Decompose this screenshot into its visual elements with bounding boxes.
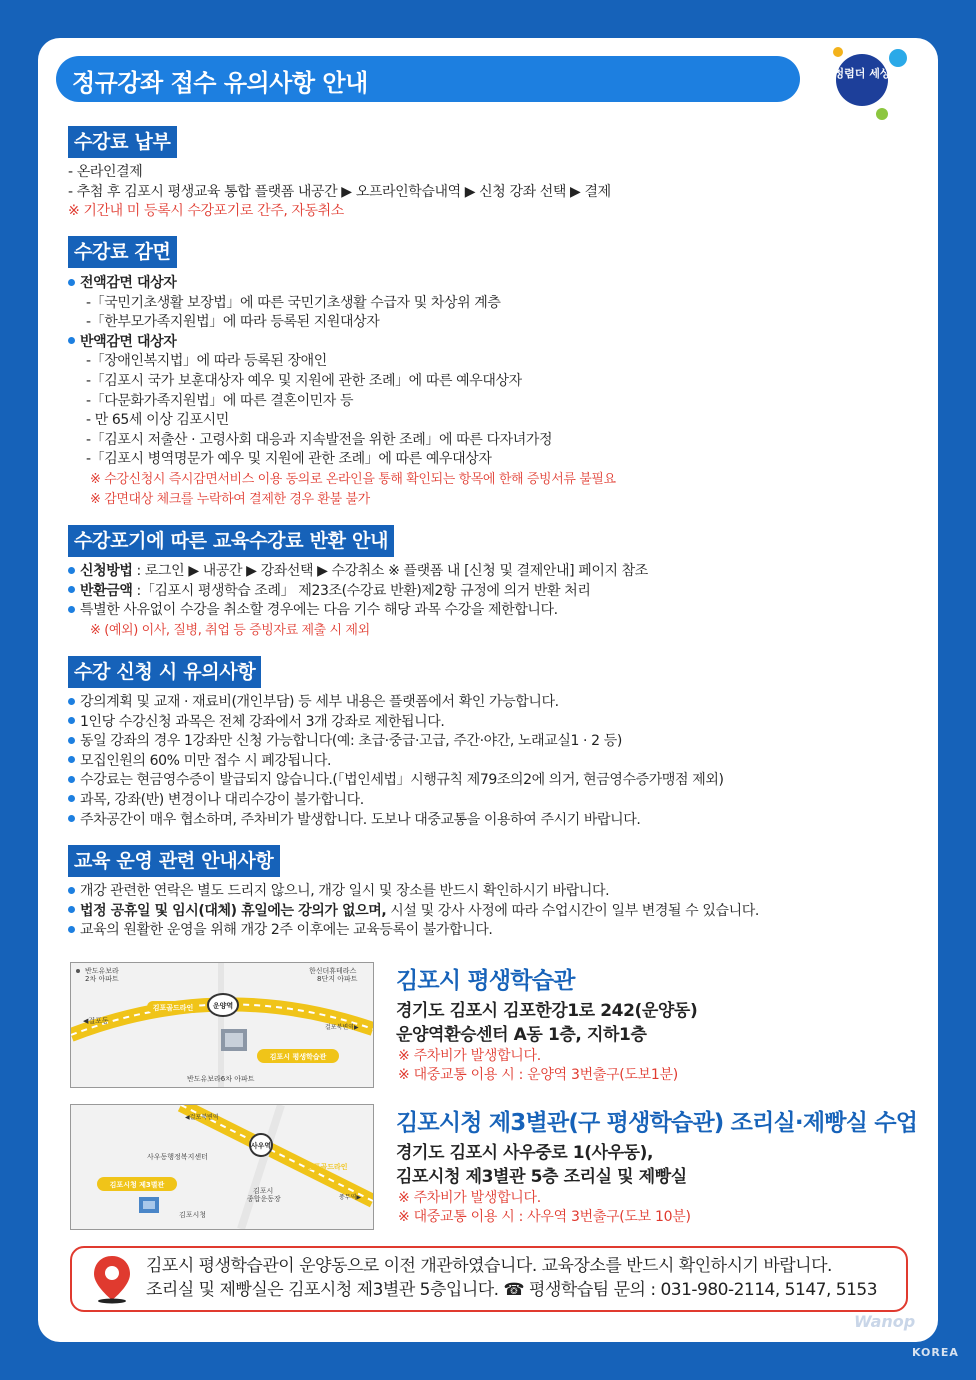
fee-payment-note: ※ 기간내 미 등록시 수강포기로 간주, 자동취소 <box>68 203 344 220</box>
caution-item: 강의계획 및 교재 · 재료비(개인부담) 등 세부 내용은 플랫폼에서 확인 가능합니다. <box>68 693 724 713</box>
svg-text:김포시청: 김포시청 <box>179 1211 207 1219</box>
svg-text:김포골드라인: 김포골드라인 <box>152 1004 194 1012</box>
bullet-dot <box>68 337 75 344</box>
half-discount-item: -「다문화가족지원법」에 따른 결혼이민자 등 <box>86 392 354 409</box>
integrity-logo <box>826 44 910 120</box>
svg-text:김포시청 제3별관: 김포시청 제3별관 <box>109 1181 165 1189</box>
discount-note: ※ 수강신청시 즉시감면서비스 이용 동의로 온라인을 통해 확인되는 항목에 한해 증빙서류 불필요 <box>90 471 616 487</box>
location-address-2: 경기도 김포시 사우중로 1(사우동), 김포시청 제3별관 5층 조리실 및 제빵실 <box>396 1143 687 1187</box>
svg-text:사우동행정복지센터: 사우동행정복지센터 <box>147 1153 208 1161</box>
location-notes-1: ※ 주차비가 발생합니다. ※ 대중교통 이용 시 : 운양역 3번출구(도보1분) <box>398 1048 678 1083</box>
refund-restrict: 특별한 사유없이 수강을 취소할 경우에는 다음 기수 해당 과목 수강을 제한합니다. <box>68 601 648 621</box>
svg-text:한신더휴테라스: 한신더휴테라스 <box>309 967 357 975</box>
svg-text:김포시: 김포시 <box>253 1187 274 1195</box>
operation-item: 개강 관련한 연락은 별도 드리지 않으니, 개강 일시 및 장소를 반드시 확인하시기 바랍니다. <box>68 882 759 902</box>
bullet-dot <box>68 887 75 894</box>
watermark-country: KOREA <box>912 1346 959 1359</box>
caution-item: 동일 강좌의 경우 1강좌만 신청 가능합니다(예: 초급·중급·고급, 주간·야간, 노래교실1 · 2 등) <box>68 732 724 752</box>
fee-payment-line: - 추첨 후 김포시 평생교육 통합 플랫폼 내공간 ▶ 오프라인학습내역 ▶ 신청 강좌 선택 ▶ 결제 <box>68 183 611 200</box>
fee-payment-list <box>68 163 611 222</box>
half-discount-item: - 만 65세 이상 김포시민 <box>86 412 229 429</box>
caution-item: 수강료는 현금영수증이 발급되지 않습니다.(「법인세법」시행규칙 제79조의2에 의거, 현금영수증가맹점 제외) <box>68 771 724 791</box>
refund-list <box>68 562 648 640</box>
location-pin-icon <box>90 1254 134 1304</box>
svg-text:걸포북변역▶: 걸포북변역▶ <box>325 1024 359 1031</box>
page-title: 정규강좌 접수 유의사항 안내 <box>72 69 368 97</box>
refund-amount: 반환금액 :「김포시 평생학습 조례」 제23조(수강료 반환)제2항 규정에 의거 반환 처리 <box>68 582 648 602</box>
half-discount-item: -「김포시 국가 보훈대상자 예우 및 지원에 관한 조례」에 따른 예우대상자 <box>86 372 522 389</box>
bullet-dot <box>68 926 75 933</box>
bullet-dot <box>68 906 75 913</box>
bullet-dot <box>68 776 75 783</box>
bullet-dot <box>68 698 75 705</box>
full-discount-item: -「한부모가족지원법」에 따라 등록된 지원대상자 <box>86 314 380 331</box>
operation-item: 교육의 원활한 운영을 위해 개강 2주 이후에는 교육등록이 불가합니다. <box>68 921 759 941</box>
fee-payment-line: - 온라인결제 <box>68 164 143 180</box>
svg-text:반도유보라: 반도유보라 <box>85 967 119 975</box>
section-title-fee-payment: 수강료 납부 <box>68 126 177 158</box>
svg-text:김포골드라인: 김포골드라인 <box>307 1163 348 1171</box>
bullet-dot <box>68 795 75 802</box>
caution-list <box>68 693 724 830</box>
caution-item: 주차공간이 매우 협소하며, 주차비가 발생합니다. 도보나 대중교통을 이용하여 주시기 바랍니다. <box>68 811 724 831</box>
half-discount-item: -「장애인복지법」에 따라 등록된 장애인 <box>86 353 327 370</box>
fee-discount-list <box>68 274 616 509</box>
map-city-hall-annex <box>70 1104 374 1230</box>
location-title-1: 김포시 평생학습관 <box>396 968 575 994</box>
map-lifelong-learning-center <box>70 962 374 1088</box>
svg-text:종합운동장: 종합운동장 <box>247 1195 281 1203</box>
svg-text:◀걸포동: ◀걸포동 <box>83 1017 109 1025</box>
refund-note: ※ (예외) 이사, 질병, 취업 등 증빙자료 제출 시 제외 <box>90 622 370 638</box>
svg-text:8단지 아파트: 8단지 아파트 <box>317 975 358 983</box>
svg-text:2차 아파트: 2차 아파트 <box>85 975 119 983</box>
logo-text: 청렴더 세상 <box>833 67 891 80</box>
svg-text:사우역: 사우역 <box>250 1142 272 1150</box>
relocation-notice <box>70 1246 908 1312</box>
section-title-caution: 수강 신청 시 유의사항 <box>68 656 261 688</box>
svg-text:◀걸포북변역: ◀걸포북변역 <box>185 1114 219 1121</box>
location-notes-2: ※ 주차비가 발생합니다. ※ 대중교통 이용 시 : 사우역 3번출구(도보 10분) <box>398 1190 691 1225</box>
refund-method: 신청방법 : 로그인 ▶ 내공간 ▶ 강좌선택 ▶ 수강취소 ※ 플랫폼 내 [신청 및 결제안내] 페이지 참조 <box>68 562 648 582</box>
svg-text:풍무역▶: 풍무역▶ <box>339 1194 362 1201</box>
svg-text:김포시 평생학습관: 김포시 평생학습관 <box>269 1053 327 1061</box>
section-title-operation: 교육 운영 관련 안내사항 <box>68 845 280 877</box>
bullet-dot <box>68 586 75 593</box>
half-discount-item: -「김포시 저출산 · 고령사회 대응과 지속발전을 위한 조례」에 따른 다자녀가정 <box>86 431 553 448</box>
location-title-2: 김포시청 제3별관(구 평생학습관) 조리실·제빵실 수업 <box>396 1110 918 1136</box>
svg-text:반도유보라6차 아파트: 반도유보라6차 아파트 <box>187 1075 255 1083</box>
half-discount-heading: 반액감면 대상자 <box>68 333 616 353</box>
caution-item: 모집인원의 60% 미만 접수 시 폐강됩니다. <box>68 752 724 772</box>
operation-item: 법정 공휴일 및 임시(대체) 휴일에는 강의가 없으며, 시설 및 강사 사정에 따라 수업시간이 일부 변경될 수 있습니다. <box>68 902 759 922</box>
half-discount-item: -「김포시 병역명문가 예우 및 지원에 관한 조례」에 따른 예우대상자 <box>86 451 492 468</box>
bullet-dot <box>68 279 75 286</box>
bullet-dot <box>68 756 75 763</box>
full-discount-heading: 전액감면 대상자 <box>68 274 616 294</box>
title-bar <box>56 56 800 102</box>
bullet-dot <box>68 567 75 574</box>
bullet-dot <box>68 815 75 822</box>
caution-item: 과목, 강좌(반) 변경이나 대리수강이 불가합니다. <box>68 791 724 811</box>
section-title-refund: 수강포기에 따른 교육수강료 반환 안내 <box>68 525 394 557</box>
operation-list <box>68 882 759 941</box>
section-title-fee-discount: 수강료 감면 <box>68 236 177 268</box>
bullet-dot <box>68 737 75 744</box>
svg-text:운양역: 운양역 <box>212 1002 234 1010</box>
full-discount-item: -「국민기초생활 보장법」에 따른 국민기초생활 수급자 및 차상위 계층 <box>86 294 501 311</box>
bullet-dot <box>68 717 75 724</box>
notice-text: 김포시 평생학습관이 운양동으로 이전 개관하였습니다. 교육장소를 반드시 확인하시기 바랍니다. 조리실 및 제빵실은 김포시청 제3별관 5층입니다. ☎ 평생학습팀 문의 : 031-980-2114, 5147, 5153 <box>146 1256 878 1300</box>
location-address-1: 경기도 김포시 김포한강1로 242(운양동) 운양역환승센터 A동 1층, 지하1층 <box>396 1001 698 1045</box>
watermark-script: Wanop <box>854 1312 916 1331</box>
bullet-dot <box>68 606 75 613</box>
caution-item: 1인당 수강신청 과목은 전체 강좌에서 3개 강좌로 제한됩니다. <box>68 713 724 733</box>
discount-note: ※ 감면대상 체크를 누락하여 결제한 경우 환불 불가 <box>90 491 370 507</box>
